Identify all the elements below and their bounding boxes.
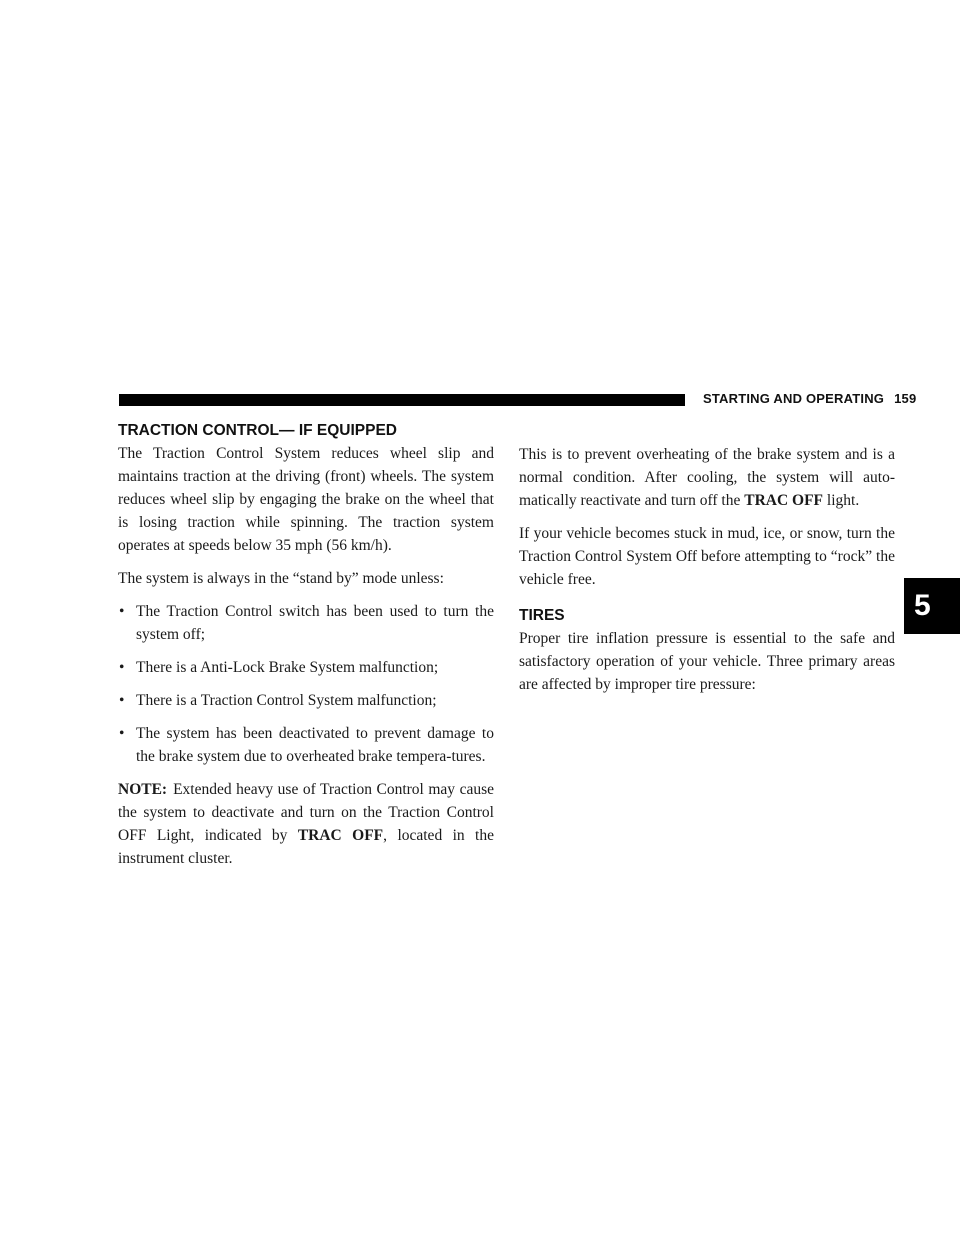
tires-heading: TIRES xyxy=(519,607,565,624)
running-header xyxy=(703,391,916,406)
list-item: • There is a Traction Control System malfunction; xyxy=(118,689,494,712)
cont-text-1: This is to prevent overheating of the brake system and is a normal condition. After cooling, the system will auto-matically reactivate and turn off the xyxy=(519,446,895,509)
trac-off-indicator: TRAC OFF xyxy=(297,827,384,844)
bullet-icon: • xyxy=(119,603,125,620)
list-item: • The Traction Control switch has been used to turn the system off; xyxy=(118,600,494,646)
header-rule xyxy=(119,394,685,406)
trac-off-light: TRAC OFF xyxy=(744,492,824,509)
page-number: 159 xyxy=(894,391,917,406)
cont-text-2: light. xyxy=(826,492,860,509)
note-text-2: , located in the instrument cluster. xyxy=(118,827,494,867)
stuck-paragraph: If your vehicle becomes stuck in mud, ice, or snow, turn the Traction Control System Off before attempting to “rock” the vehicle free. xyxy=(519,525,895,588)
bullet-icon: • xyxy=(119,725,125,742)
list-item: • The system has been deactivated to prevent damage to the brake system due to overheated brake tempera-tures. xyxy=(118,722,494,768)
standby-text: The system is always in the “stand by” mode unless: xyxy=(118,570,444,587)
chapter-tab: 5 xyxy=(904,578,960,634)
bullet-icon: • xyxy=(119,692,125,709)
condition-list xyxy=(118,600,494,768)
note-label: NOTE: xyxy=(118,781,168,798)
right-column xyxy=(519,443,895,706)
note-paragraph xyxy=(118,778,494,870)
traction-heading: TRACTION CONTROL— IF EQUIPPED xyxy=(118,422,397,439)
continuation-paragraph xyxy=(519,443,895,512)
list-item: • There is a Anti-Lock Brake System malfunction; xyxy=(118,656,494,679)
tires-intro: Proper tire inflation pressure is essential to the safe and satisfactory operation of your vehicle. Three primary areas are affected by improper tire pressure: xyxy=(519,630,895,693)
note-text-1: Extended heavy use of Traction Control may cause the system to deactivate and turn on the Traction Control OFF Light, indicated by xyxy=(118,781,494,844)
bullet-icon: • xyxy=(119,659,125,676)
left-column xyxy=(118,420,494,880)
traction-intro: The Traction Control System reduces wheel slip and maintains traction at the driving (front) wheels. The system reduces wheel slip by engaging the brake on the wheel that is losing traction while spinning. The traction system operates at speeds below 35 mph (56 km/h). xyxy=(118,445,494,554)
section-title: STARTING AND OPERATING xyxy=(703,391,885,406)
